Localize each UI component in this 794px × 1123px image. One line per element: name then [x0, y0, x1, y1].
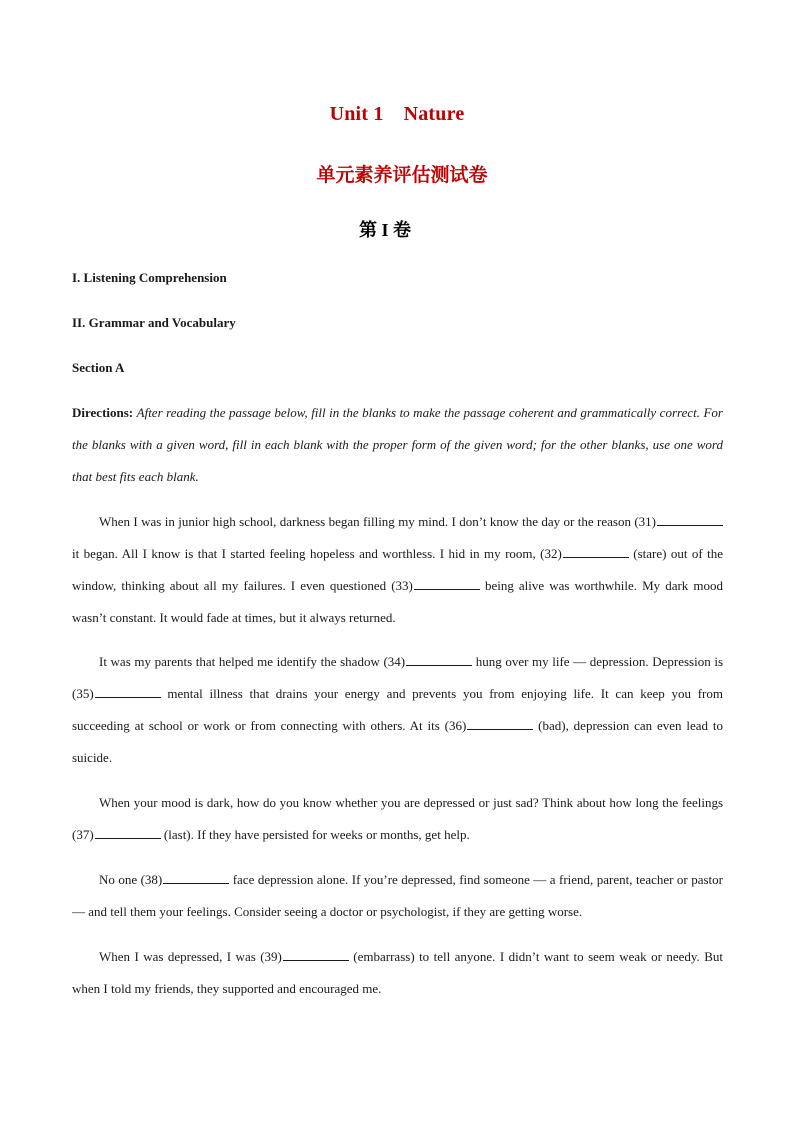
unit-number: Unit 1: [329, 103, 384, 125]
directions: [72, 397, 723, 493]
blank-34[interactable]: [406, 653, 472, 666]
unit-topic: Nature: [403, 103, 465, 125]
blank-31[interactable]: [657, 513, 723, 526]
paragraph-text: (last). If they have persisted for weeks or months, get help.: [160, 827, 470, 842]
paragraph-text: (stare) out of the window, thinking about all my failures. I even questioned (33): [72, 546, 723, 593]
blank-32[interactable]: [563, 545, 629, 558]
paragraph-text: No one (38): [99, 872, 163, 887]
passage-paragraph-1: [72, 506, 723, 634]
paragraph-text: When I was depressed, I was (39): [99, 949, 282, 964]
volume-title: 第 I 卷: [358, 220, 411, 240]
passage-paragraph-4: [72, 864, 723, 928]
section-a-heading: Section A: [72, 360, 125, 375]
blank-33[interactable]: [414, 577, 480, 590]
paragraph-text: When I was in junior high school, darkness began filling my mind. I don’t know the day or the reason (31): [99, 514, 656, 529]
test-subtitle: 单元素养评估测试卷: [316, 165, 488, 186]
blank-37[interactable]: [95, 826, 161, 839]
section-grammar-heading: II. Grammar and Vocabulary: [72, 315, 236, 330]
paragraph-text: being alive was worthwhile. My dark mood wasn’t constant. It would fade at times, but it always returned.: [72, 578, 723, 625]
directions-text: After reading the passage below, fill in the blanks to make the passage coherent and grammatically correct. For the blanks with a given word, fill in each blank with the proper form of the given word; for the other blanks, use one word that best fits each blank.: [72, 405, 723, 484]
paragraph-text: When your mood is dark, how do you know whether you are depressed or just sad? Think about how long the feelings (37): [72, 795, 723, 842]
blank-38[interactable]: [163, 871, 229, 884]
paragraph-text: It was my parents that helped me identify the shadow (34): [99, 654, 406, 669]
paragraph-text: hung over my life — depression. Depression is (35): [72, 654, 724, 701]
paragraph-text: face depression alone. If you’re depressed, find someone — a friend, parent, teacher or pastor — and tell them your feelings. Consider seeing a doctor or psychologist, if they are getting worse.: [72, 872, 723, 919]
paragraph-text: it began. All I know is that I started feeling hopeless and worthless. I hid in my room, (32): [72, 546, 562, 561]
passage-paragraph-3: [72, 787, 723, 851]
blank-35[interactable]: [95, 685, 161, 698]
passage-paragraph-5: [72, 941, 723, 1005]
unit-title: [0, 103, 794, 126]
paragraph-text: (bad), depression can even lead to suicide.: [72, 718, 724, 765]
blank-39[interactable]: [283, 948, 349, 961]
passage-paragraph-2: [72, 646, 723, 774]
blank-36[interactable]: [467, 717, 533, 730]
paragraph-text: (embarrass) to tell anyone. I didn’t want to seem weak or needy. But when I told my friends, they supported and encouraged me.: [72, 949, 723, 996]
paragraph-text: mental illness that drains your energy and prevents you from enjoying life. It can keep you from succeeding at school or work or from connecting with others. At its (36): [72, 686, 723, 733]
directions-label: Directions:: [72, 405, 134, 420]
section-listening-heading: I. Listening Comprehension: [72, 270, 227, 285]
